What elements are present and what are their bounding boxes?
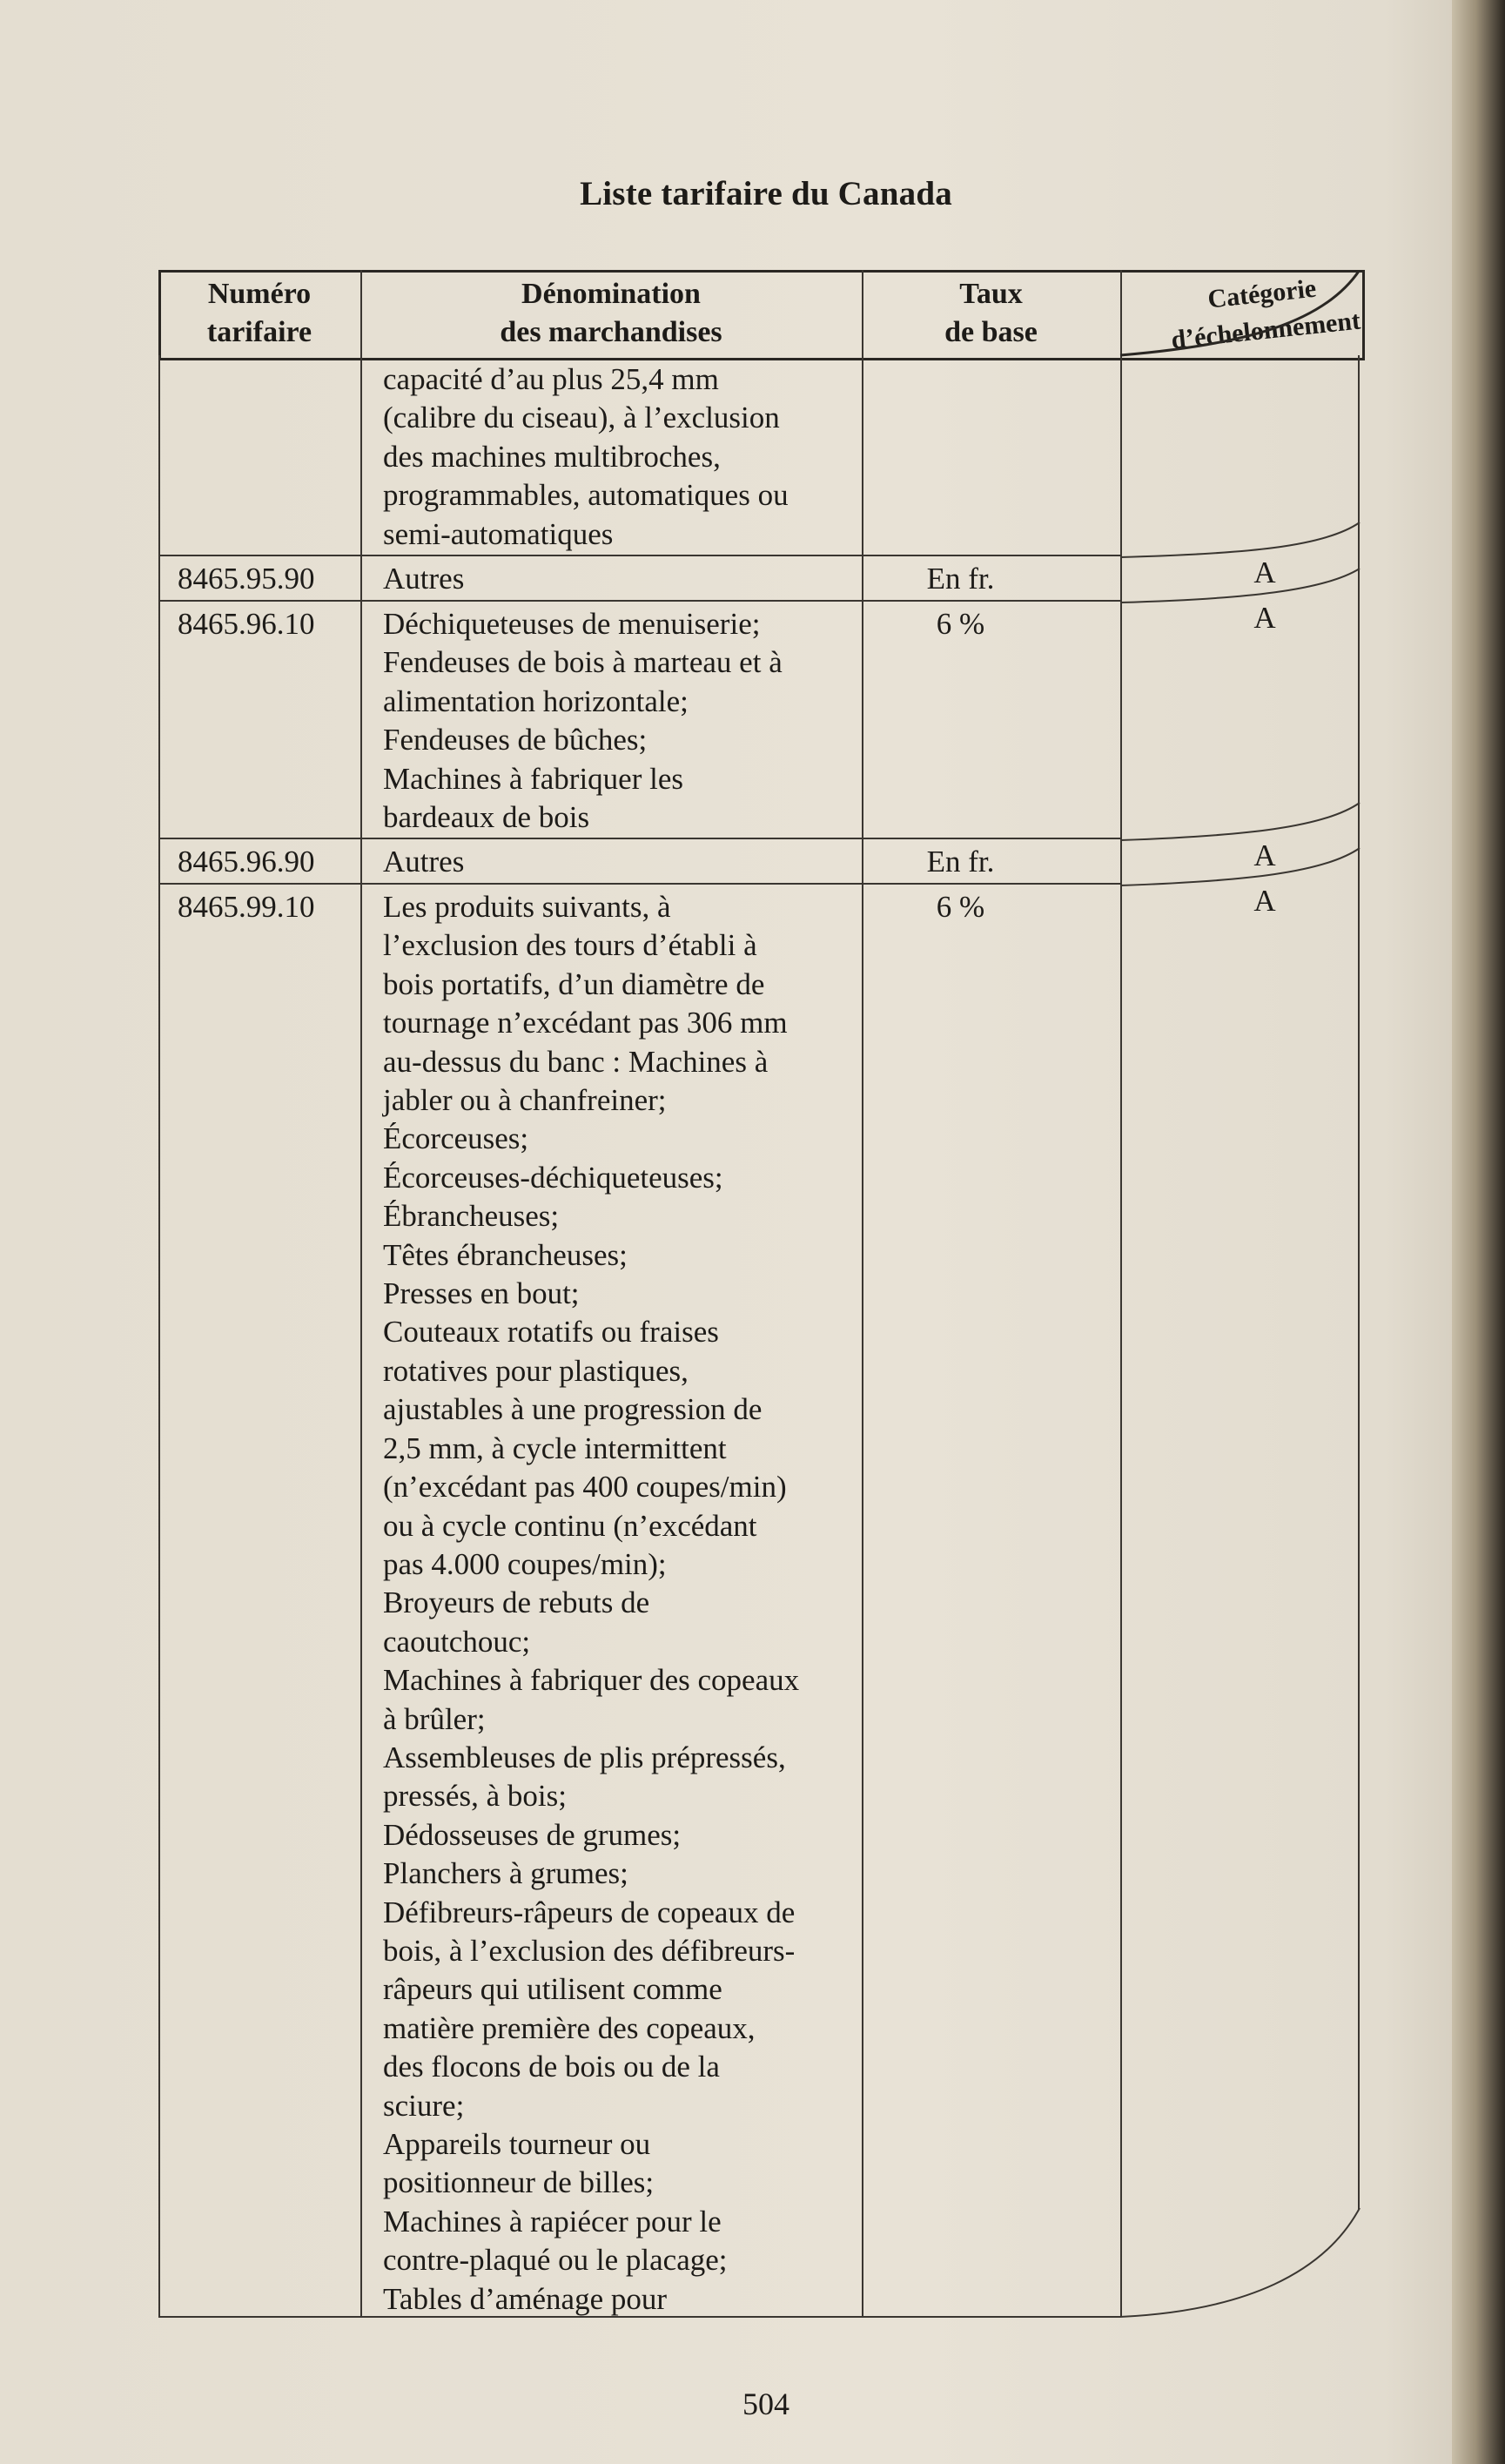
row-4-desc-line-9: Ébrancheuses;: [383, 1199, 560, 1234]
row-4-desc-line-10: Têtes ébrancheuses;: [383, 1237, 628, 1272]
row-0-desc-line-4: programmables, automatiques ou: [383, 478, 789, 513]
row-4-desc-line-4: tournage n’excédant pas 306 mm: [383, 1006, 788, 1040]
row-4-desc-line-3: bois portatifs, d’un diamètre de: [383, 966, 765, 1001]
header-taux-line-2: de base: [944, 316, 1038, 348]
row-4-desc-line-32: sciure;: [383, 2088, 465, 2123]
row-2-desc-line-6: bardeaux de bois: [383, 800, 590, 835]
header-numero-line-2: tarifaire: [206, 316, 312, 348]
row-2-desc-line-3: alimentation horizontale;: [383, 683, 689, 718]
row-2-desc-line-5: Machines à fabriquer les: [383, 761, 683, 796]
page-number: 504: [742, 2387, 789, 2421]
header-denomination-line-1: Dénomination: [521, 278, 701, 310]
row-4-desc-line-16: (n’excédant pas 400 coupes/min): [383, 1470, 787, 1505]
row-4-code: 8465.99.10: [178, 890, 315, 924]
row-4-desc-line-6: jabler ou à chanfreiner;: [383, 1083, 667, 1118]
row-2-desc-line-4: Fendeuses de bûches;: [383, 723, 648, 757]
header-categorie-line-1: Catégorie: [1206, 273, 1318, 314]
header-denomination-line-2: des marchandises: [500, 316, 722, 348]
row-4-desc-line-11: Presses en bout;: [383, 1276, 580, 1311]
row-3-category: A: [1253, 838, 1276, 872]
row-4-desc-line-15: 2,5 mm, à cycle intermittent: [383, 1431, 727, 1465]
row-4-desc-line-20: caoutchouc;: [383, 1624, 531, 1659]
row-4-desc-line-17: ou à cycle continu (n’excédant: [383, 1508, 757, 1543]
row-4-desc-line-2: l’exclusion des tours d’établi à: [383, 928, 757, 963]
row-4-desc-line-24: pressés, à bois;: [383, 1779, 567, 1814]
row-0-desc-line-3: des machines multibroches,: [383, 439, 721, 474]
row-4-desc-line-33: Appareils tourneur ou: [383, 2127, 651, 2161]
row-0-desc-line-5: semi-automatiques: [383, 516, 614, 551]
row-4-category: A: [1253, 884, 1276, 918]
row-4-desc-line-1: Les produits suivants, à: [383, 890, 671, 924]
row-3-rate: En fr.: [926, 845, 995, 879]
header-categorie-line-2: d’échelonnement: [1169, 306, 1362, 355]
header-taux-line-1: Taux: [959, 278, 1023, 310]
row-4-desc-line-22: à brûler;: [383, 1701, 486, 1736]
row-1-category: A: [1253, 555, 1276, 589]
row-4-desc-line-25: Dédosseuses de grumes;: [383, 1817, 682, 1852]
row-4-description: [383, 888, 799, 2319]
row-4-desc-line-18: pas 4.000 coupes/min);: [383, 1546, 667, 1581]
row-4-desc-line-8: Écorceuses-déchiqueteuses;: [383, 1160, 723, 1195]
row-3-code: 8465.96.90: [178, 845, 315, 879]
row-4-desc-line-36: contre-plaqué ou le placage;: [383, 2243, 728, 2278]
header-numero-line-1: Numéro: [207, 278, 312, 310]
page-title: Liste tarifaire du Canada: [580, 175, 952, 212]
book-spine-shadow: [1452, 0, 1505, 2464]
row-2-desc-line-1: Déchiqueteuses de menuiserie;: [383, 607, 761, 641]
row-2-category: A: [1253, 601, 1276, 635]
row-2-description: [383, 605, 783, 837]
row-0-description: [383, 360, 789, 554]
row-4-desc-line-29: râpeurs qui utilisent comme: [383, 1972, 722, 2007]
row-3-description: Autres: [383, 845, 465, 879]
row-2-desc-line-2: Fendeuses de bois à marteau et à: [383, 645, 783, 680]
row-4-desc-line-19: Broyeurs de rebuts de: [383, 1585, 650, 1620]
row-2-code: 8465.96.10: [178, 607, 315, 641]
row-4-desc-line-12: Couteaux rotatifs ou fraises: [383, 1315, 719, 1350]
row-4-desc-line-27: Défibreurs-râpeurs de copeaux de: [383, 1895, 796, 1929]
row-4-desc-line-35: Machines à rapiécer pour le: [383, 2204, 722, 2238]
row-4-desc-line-14: ajustables à une progression de: [383, 1392, 763, 1427]
row-4-desc-line-31: des flocons de bois ou de la: [383, 2050, 720, 2084]
row-4-desc-line-28: bois, à l’exclusion des défibreurs-: [383, 1933, 796, 1968]
tariff-table: [158, 270, 1365, 2318]
row-4-desc-line-5: au-dessus du banc : Machines à: [383, 1044, 769, 1079]
row-4-desc-line-13: rotatives pour plastiques,: [383, 1353, 689, 1388]
row-4-desc-line-7: Écorceuses;: [383, 1121, 529, 1156]
row-4-desc-line-30: matière première des copeaux,: [383, 2010, 756, 2045]
row-4-desc-line-34: positionneur de billes;: [383, 2165, 655, 2200]
row-1-code: 8465.95.90: [178, 562, 315, 596]
row-4-desc-line-26: Planchers à grumes;: [383, 1856, 628, 1891]
row-4-rate: 6 %: [936, 890, 985, 924]
row-0-desc-line-1: capacité d’au plus 25,4 mm: [383, 362, 719, 396]
row-4-desc-line-37: Tables d’aménage pour: [383, 2281, 668, 2316]
row-0-desc-line-2: (calibre du ciseau), à l’exclusion: [383, 401, 780, 435]
row-4-desc-line-23: Assembleuses de plis prépressés,: [383, 1740, 786, 1774]
row-4-desc-line-21: Machines à fabriquer des copeaux: [383, 1663, 800, 1698]
row-1-rate: En fr.: [926, 562, 995, 596]
row-2-rate: 6 %: [936, 607, 985, 641]
row-1-description: Autres: [383, 562, 465, 596]
